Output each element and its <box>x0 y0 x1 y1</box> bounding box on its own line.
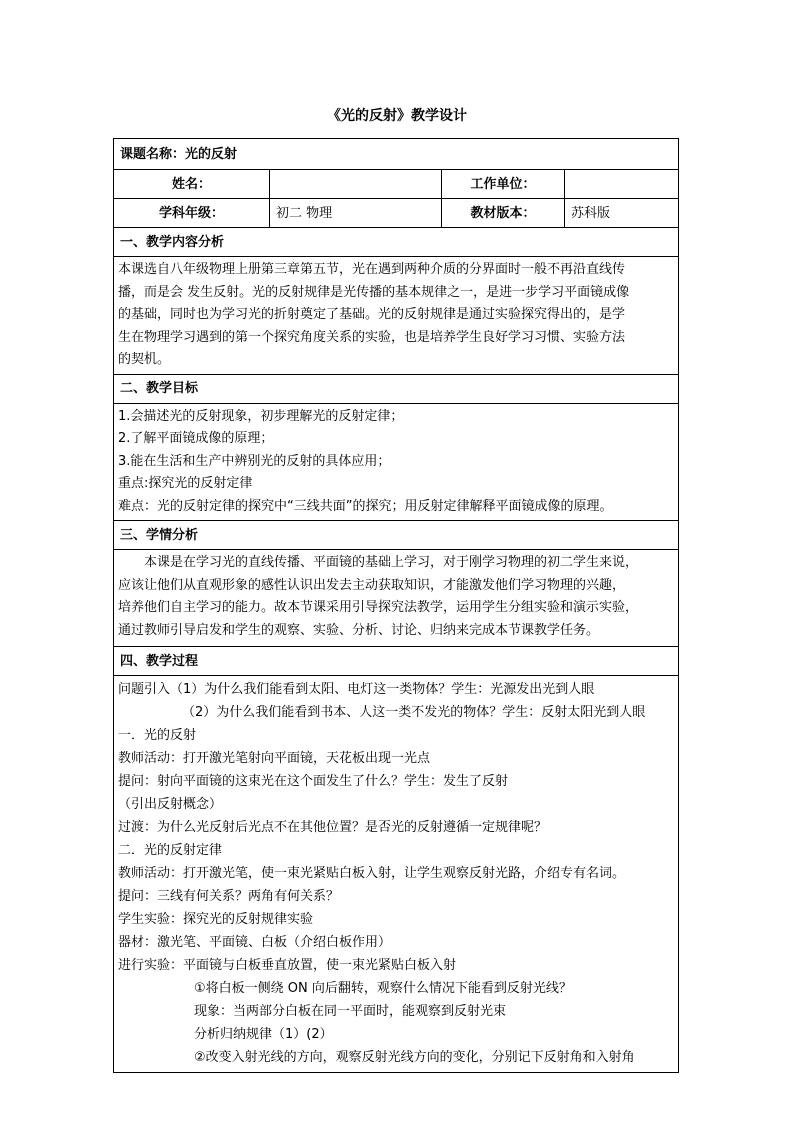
paragraph-line: 应该让他们从直观形象的感性认识出发去主动获取知识，才能激发他们学习物理的兴趣， <box>118 577 626 593</box>
paragraph-line: 培养他们自主学习的能力。故本节课采用引导探究法教学，运用学生分组实验和演示实验， <box>118 600 639 615</box>
section-body-row <box>114 403 679 521</box>
objective-line: 3.能在生活和生产中辨别光的反射的具体应用； <box>118 453 391 469</box>
process-line: （2）为什么我们能看到书本、人这一类不发光的物体？学生：反射太阳光到人眼 <box>182 705 646 720</box>
difficulty-line: 难点：光的反射定律的探究中“三线共面”的探究；用反射定律解释平面镜成像的原理。 <box>118 498 613 514</box>
process-line: （引出反射概念） <box>118 797 223 812</box>
process-line: 问题引入（1）为什么我们能看到太阳、电灯这一类物体？学生：光源发出光到人眼 <box>118 682 595 697</box>
grade-value: 初二 物理 <box>270 199 442 228</box>
process-line: 进行实验：平面镜与白板垂直放置，使一束光紧贴白板入射 <box>118 958 457 973</box>
section-heading-content-analysis: 一、教学内容分析 <box>114 228 679 257</box>
section-heading-student-analysis: 三、学情分析 <box>114 521 679 550</box>
section-body-row <box>114 676 679 1073</box>
unit-value <box>565 170 679 199</box>
process-line: 二．光的反射定律 <box>118 843 223 858</box>
paragraph-line: 本课是在学习光的直线传播、平面镜的基础上学习，对于刚学习物理的初二学生来说， <box>144 555 639 570</box>
edition-label: 教材版本： <box>442 199 565 228</box>
process-line: 一．光的反射 <box>118 728 197 743</box>
paragraph-line: 生在物理学习遇到的第一个探究角度关系的实验，也是培养学生良好学习习惯、实验方法 <box>118 329 626 345</box>
section-heading-row <box>114 374 679 403</box>
section-body-row <box>114 257 679 375</box>
paragraph-line: 本课选自八年级物理上册第三章第五节，光在遇到两种介质的分界面时一般不再沿直线传 <box>118 262 626 277</box>
objective-line: 2.了解平面镜成像的原理； <box>118 431 274 446</box>
process-line: 分析归纳规律（1）(2） <box>194 1027 333 1042</box>
document-title: 《光的反射》教学设计 <box>327 108 467 124</box>
process-line: 器材：激光笔、平面镜、白板（介绍白板作用） <box>118 935 392 950</box>
info-row-name <box>114 170 679 199</box>
section-heading-row <box>114 647 679 676</box>
process-line: 学生实验：探究光的反射规律实验 <box>118 912 314 927</box>
content-analysis-body <box>114 257 679 375</box>
section-heading-row <box>114 521 679 550</box>
name-value <box>270 170 442 199</box>
course-row <box>114 139 679 170</box>
process-body <box>114 676 679 1073</box>
process-line: 教师活动：打开激光笔，使一束光紧贴白板入射，让学生观察反射光路，介绍专有名词。 <box>118 866 626 881</box>
edition-value: 苏科版 <box>565 199 679 228</box>
process-line: 教师活动：打开激光笔射向平面镜，天花板出现一光点 <box>118 751 431 766</box>
grade-label: 学科年级： <box>114 199 270 228</box>
course-name: 课题名称：光的反射 <box>114 139 679 170</box>
process-line: 现象：当两部分白板在同一平面时，能观察到反射光束 <box>194 1004 507 1019</box>
section-heading-row <box>114 228 679 257</box>
info-row-grade <box>114 199 679 228</box>
name-label: 姓名： <box>114 170 270 199</box>
process-line: ②改变入射光线的方向，观察反射光线方向的变化，分别记下反射角和入射角 <box>194 1050 635 1065</box>
objective-line: 1.会描述光的反射现象，初步理解光的反射定律； <box>118 408 404 424</box>
process-line: 过渡：为什么光反射后光点不在其他位置？是否光的反射遵循一定规律呢？ <box>118 820 548 835</box>
section-heading-process: 四、教学过程 <box>114 647 679 676</box>
process-line: ①将白板一侧绕 ON 向后翻转，观察什么情况下能看到反射光线？ <box>194 981 572 996</box>
unit-label: 工作单位： <box>442 170 565 199</box>
section-heading-objectives: 二、教学目标 <box>114 374 679 403</box>
lesson-plan-table <box>113 138 679 1073</box>
section-body-row <box>114 550 679 647</box>
paragraph-line: 播，而是会 发生反射。光的反射规律是光传播的基本规律之一，是进一步学习平面镜成像 <box>118 284 630 300</box>
key-point-line: 重点:探究光的反射定律 <box>118 476 253 491</box>
objectives-body <box>114 403 679 521</box>
process-line: 提问：射向平面镜的这束光在这个面发生了什么？学生：发生了反射 <box>118 774 509 789</box>
paragraph-line: 的基础，同时也为学习光的折射奠定了基础。光的反射规律是通过实验探究得出的，是学 <box>118 307 626 322</box>
paragraph-line: 通过教师引导启发和学生的观察、实验、分析、讨论、归纳来完成本节课教学任务。 <box>118 622 600 638</box>
student-analysis-body <box>114 550 679 647</box>
paragraph-line: 的契机。 <box>118 352 171 367</box>
process-line: 提问：三线有何关系？两角有何关系？ <box>118 889 340 904</box>
